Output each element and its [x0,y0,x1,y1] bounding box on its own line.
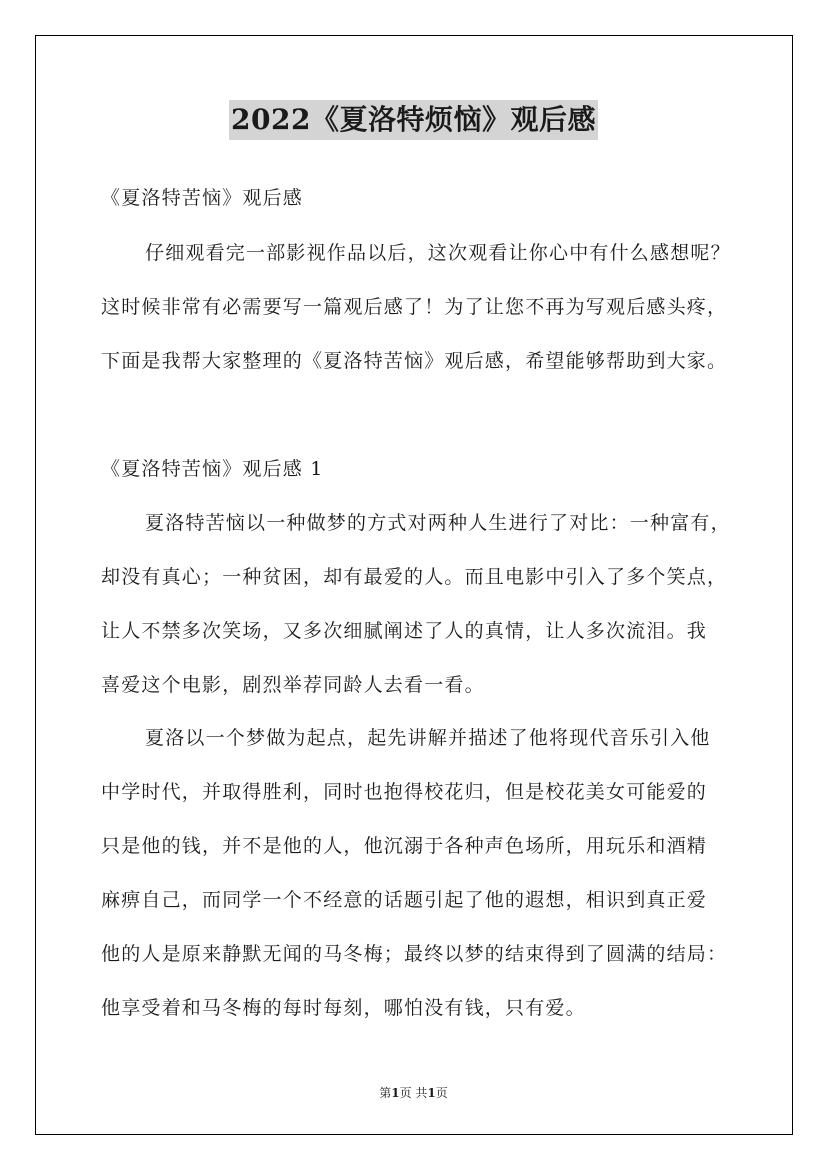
footer-page-total: 1 [427,1086,436,1100]
para2-line: 中学时代，并取得胜利，同时也抱得校花归，但是校花美女可能爱的 [101,781,708,803]
para2-line: 他的人是原来静默无闻的马冬梅；最终以梦的结束得到了圆满的结局： [101,943,728,965]
para2-line: 他享受着和马冬梅的每时每刻，哪怕没有钱，只有爱。 [101,997,586,1019]
para1-line: 喜爱这个电影，剧烈举荐同龄人去看一看。 [101,674,485,696]
para2-line: 麻痹自己，而同学一个不经意的话题引起了他的遐想，相识到真正爱 [101,889,708,911]
para2-line: 只是他的钱，并不是他的人，他沉溺于各种声色场所，用玩乐和酒精 [101,835,708,857]
footer-prefix: 第 [379,1086,392,1100]
intro-line: 仔细观看完一部影视作品以后，这次观看让你心中有什么感想呢？ [145,242,731,264]
footer-suffix: 页 [435,1086,448,1100]
para1-line: 让人不禁多次笑场，又多次细腻阐述了人的真情，让人多次流泪。我 [101,620,708,642]
intro-line: 这时候非常有必需要写一篇观后感了！为了让您不再为写观后感头疼， [101,296,728,318]
footer-mid: 页 共 [399,1086,428,1100]
footer-page-number: 1 [391,1086,400,1100]
para2-line: 夏洛以一个梦做为起点，起先讲解并描述了他将现代音乐引入他 [145,727,711,749]
para1-line: 却没有真心；一种贫困，却有最爱的人。而且电影中引入了多个笑点， [101,566,728,588]
title-wrap [0,100,827,140]
page-footer [0,1084,827,1101]
para1-line: 夏洛特苦恼以一种做梦的方式对两种人生进行了对比：一种富有， [145,512,731,534]
section-heading: 《夏洛特苦恼》观后感 1 [101,458,324,480]
document-subtitle: 《夏洛特苦恼》观后感 [101,187,304,209]
intro-line: 下面是我帮大家整理的《夏洛特苦恼》观后感，希望能够帮助到大家。 [101,350,728,372]
document-title: 2022《夏洛特烦恼》观后感 [229,100,598,140]
